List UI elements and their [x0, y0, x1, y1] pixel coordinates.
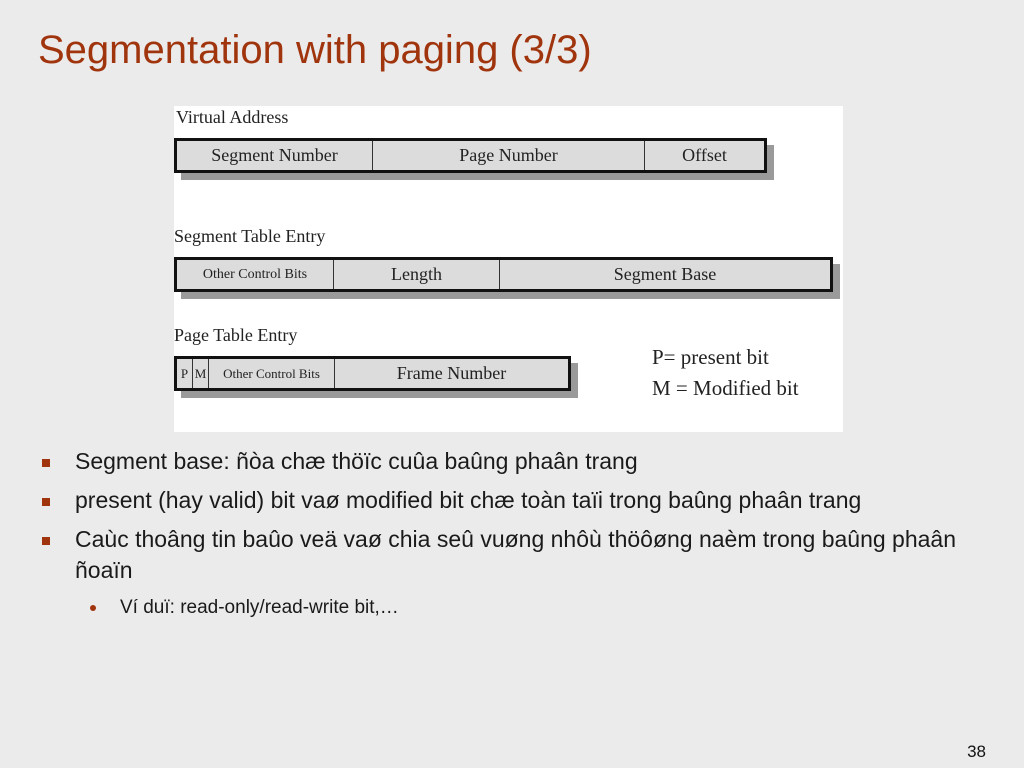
- bullet-text: Segment base: ñòa chæ thöïc cuûa baûng phaân trang: [75, 448, 638, 474]
- segment-table-entry-bar: [174, 257, 833, 292]
- page-other-control-bits-field: Other Control Bits: [209, 359, 335, 388]
- bullet-item: [40, 524, 1000, 586]
- other-control-bits-field: Other Control Bits: [177, 260, 334, 289]
- virtual-address-label: Virtual Address: [176, 107, 289, 127]
- bullet-list: [40, 446, 1000, 622]
- square-bullet-icon: [42, 498, 50, 506]
- page-number: 38: [967, 742, 986, 761]
- dot-bullet-icon: [90, 605, 96, 611]
- square-bullet-icon: [42, 537, 50, 545]
- bullet-item: [40, 446, 1000, 477]
- frame-number-field: Frame Number: [396, 363, 507, 383]
- bullet-text: present (hay valid) bit vaø modified bit chæ toàn taïi trong baûng phaân trang: [75, 487, 862, 513]
- offset-field: Offset: [682, 145, 727, 165]
- address-format-diagram: [174, 106, 843, 432]
- page-number-field: Page Number: [373, 141, 645, 170]
- bit-legend: [652, 342, 799, 404]
- page-table-entry-label: Page Table Entry: [174, 325, 298, 345]
- segment-number-field: Segment Number: [177, 141, 373, 170]
- slide-title: Segmentation with paging (3/3): [38, 28, 592, 72]
- page-table-entry-bar: [174, 356, 571, 391]
- bullet-text: Caùc thoâng tin baûo veä vaø chia seû vuøng nhôù thöôøng naèm trong baûng phaân ñoaïn: [75, 526, 957, 583]
- legend-modified-bit: M = Modified bit: [652, 376, 799, 400]
- length-field: Length: [334, 260, 500, 289]
- sub-bullet-text: Ví duï: read-only/read-write bit,…: [120, 597, 399, 618]
- sub-bullet-item: [40, 594, 1000, 622]
- segment-table-entry-label: Segment Table Entry: [174, 226, 326, 246]
- present-bit-field: P: [177, 359, 193, 388]
- bullet-item: [40, 485, 1000, 516]
- segment-base-field: Segment Base: [613, 264, 717, 284]
- legend-present-bit: P= present bit: [652, 345, 769, 369]
- virtual-address-bar: [174, 138, 767, 173]
- square-bullet-icon: [42, 459, 50, 467]
- modified-bit-field: M: [193, 359, 209, 388]
